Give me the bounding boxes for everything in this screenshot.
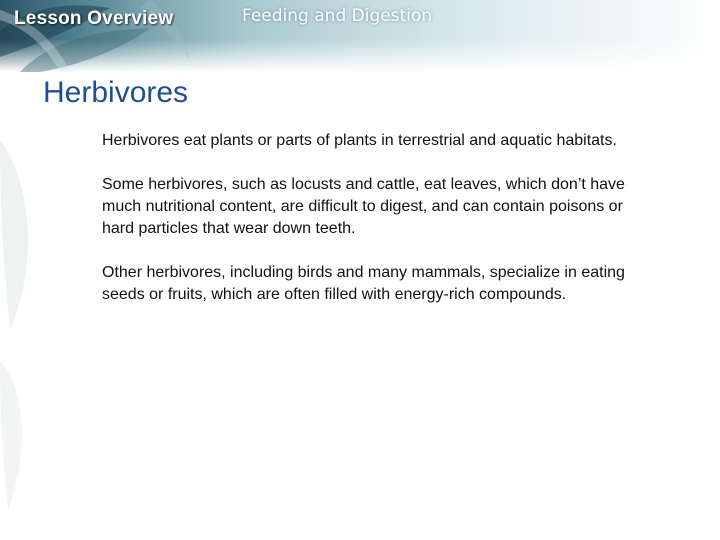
paragraph-2: Some herbivores, such as locusts and cattle, eat leaves, which don’t have much nutritional content, are difficult to digest, and can contain poisons or hard particles that wear down teeth. [102, 176, 625, 237]
page-title: Herbivores [43, 76, 189, 109]
paragraph-3: Other herbivores, including birds and many mammals, specialize in eating seeds or fruits, which are often filled with energy-rich compounds. [102, 264, 625, 303]
header-banner [0, 0, 720, 72]
topic-label: Feeding and Digestion [242, 6, 433, 26]
paragraph-1: Herbivores eat plants or parts of plants in terrestrial and aquatic habitats. [102, 132, 617, 149]
content-body [102, 130, 632, 328]
lesson-overview-label: Lesson Overview [14, 8, 174, 29]
